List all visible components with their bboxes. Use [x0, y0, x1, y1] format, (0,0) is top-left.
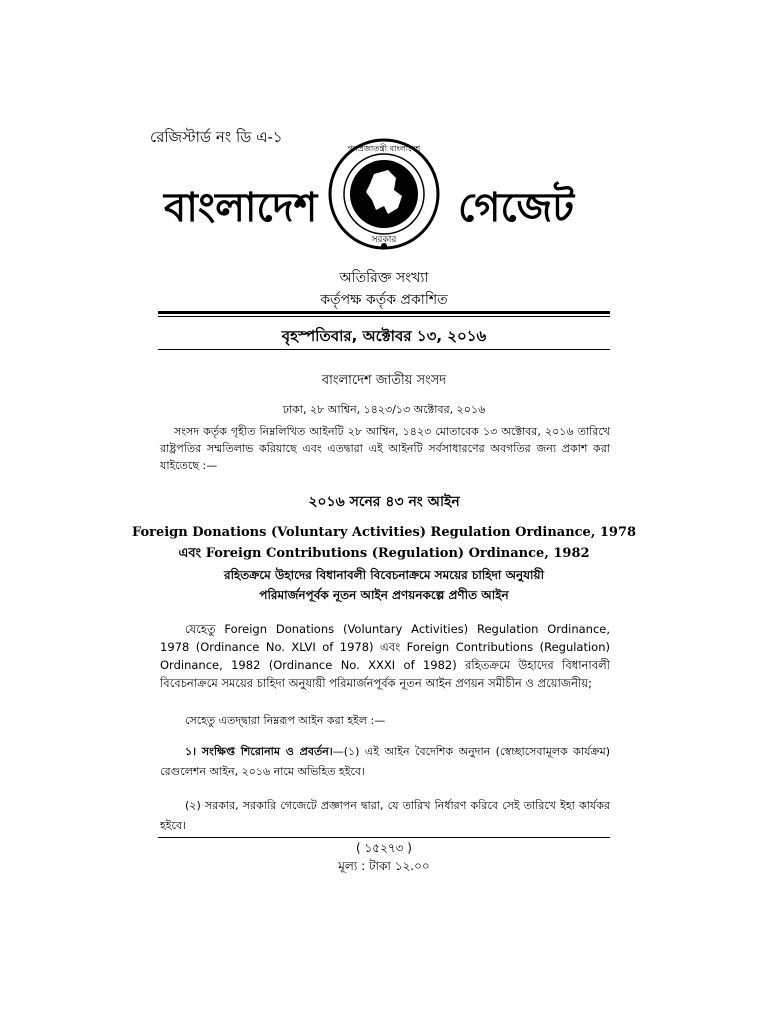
- subtitle-published: কর্তৃপক্ষ কর্তৃক প্রকাশিত: [320, 292, 448, 308]
- page-number: ( ১৫২৭৩ ): [356, 841, 412, 855]
- government-seal: [326, 134, 442, 254]
- title-line-1: Foreign Donations (Voluntary Activities) Regulation Ordinance, 1978: [131, 525, 637, 540]
- section-1-subsection-2: (২) সরকার, সরকারি গেজেটে প্রজ্ঞাপন দ্বারা, যে তারিখ নির্ধারণ করিবে সেই তারিখে ইহা কার্যকর হইবে।: [160, 799, 610, 832]
- registration-number: রেজিস্টার্ড নং ডি এ-১: [150, 128, 283, 146]
- subtitle-extra: অতিরিক্ত সংখ্যা: [339, 270, 429, 286]
- double-rule-bottom: [158, 316, 610, 317]
- section-1-paragraph: [160, 742, 610, 782]
- intro-paragraph: সংসদ কর্তৃক গৃহীত নিম্নলিখিত আইনটি ২৮ আশ্বিন, ১৪২৩ মোতাবেক ১৩ অক্টোবর, ২০১৬ তারিখে রাষ্ট্রপতির সম্মতিলাভ করিয়াছে এবং এতদ্বারা এই আইনটি সর্বসাধারণের অবগতির জন্য প্রকাশ করা যাইতেছে :—: [160, 425, 610, 472]
- title-line-3: রহিতক্রমে উহাদের বিধানাবলী বিবেচনাক্রমে সময়ের চাহিদা অনুযায়ী: [223, 568, 545, 582]
- footer-rule: [158, 837, 610, 838]
- masthead-left: বাংলাদেশ: [164, 185, 318, 231]
- double-rule-top: [158, 311, 610, 314]
- law-number: ২০১৬ সনের ৪৩ নং আইন: [308, 494, 460, 510]
- seal-top-text: গণপ্রজাতন্ত্রী বাংলাদেশ: [347, 144, 421, 153]
- title-line-2-prefix: এবং: [178, 546, 202, 561]
- date-rule: [158, 349, 610, 350]
- section-1-text: —(১) এই আইন বৈদেশিক অনুদান (স্বেচ্ছাসেবামূলক কার্যক্রম) রেগুলেশন আইন, ২০১৬ নামে অভিহিত হইবে।: [160, 745, 610, 778]
- title-line-4: পরিমার্জনপূর্বক নূতন আইন প্রণয়নকল্পে প্রণীত আইন: [259, 588, 509, 602]
- preamble-paragraph: যেহেতু Foreign Donations (Voluntary Activities) Regulation Ordinance, 1978 (Ordinance No. XLVI of 1978) এবং Foreign Contributions (Regulation) Ordinance, 1982 (Ordinance No. XXXI of 1982) রহিতক্রমে উহাদের বিধানাবলী বিবেচনাক্রমে সময়ের চাহিদা অনুযায়ী পরিমার্জনপূর্বক নূতন আইন প্রণয়ন সমীচীন ও প্রয়োজনীয়;: [160, 622, 610, 690]
- parliament-heading: বাংলাদেশ জাতীয় সংসদ: [321, 373, 447, 388]
- seal-bottom-text: সরকার: [371, 235, 397, 245]
- masthead-right: গেজেট: [458, 185, 575, 231]
- price: মূল্য : টাকা ১২.০০: [338, 859, 430, 873]
- title-line-2: [0, 543, 768, 565]
- enactment-clause: সেহেতু এতদ্দ্বারা নিম্নরূপ আইন করা হইল :—: [185, 714, 386, 727]
- title-line-2-text: Foreign Contributions (Regulation) Ordinance, 1982: [205, 546, 590, 561]
- place-date: ঢাকা, ২৮ আশ্বিন, ১৪২৩/১৩ অক্টোবর, ২০১৬: [282, 403, 486, 416]
- issue-date: বৃহস্পতিবার, অক্টোবর ১৩, ২০১৬: [281, 327, 487, 345]
- section-1-heading: ১। সংক্ষিপ্ত শিরোনাম ও প্রবর্তন।: [185, 745, 333, 758]
